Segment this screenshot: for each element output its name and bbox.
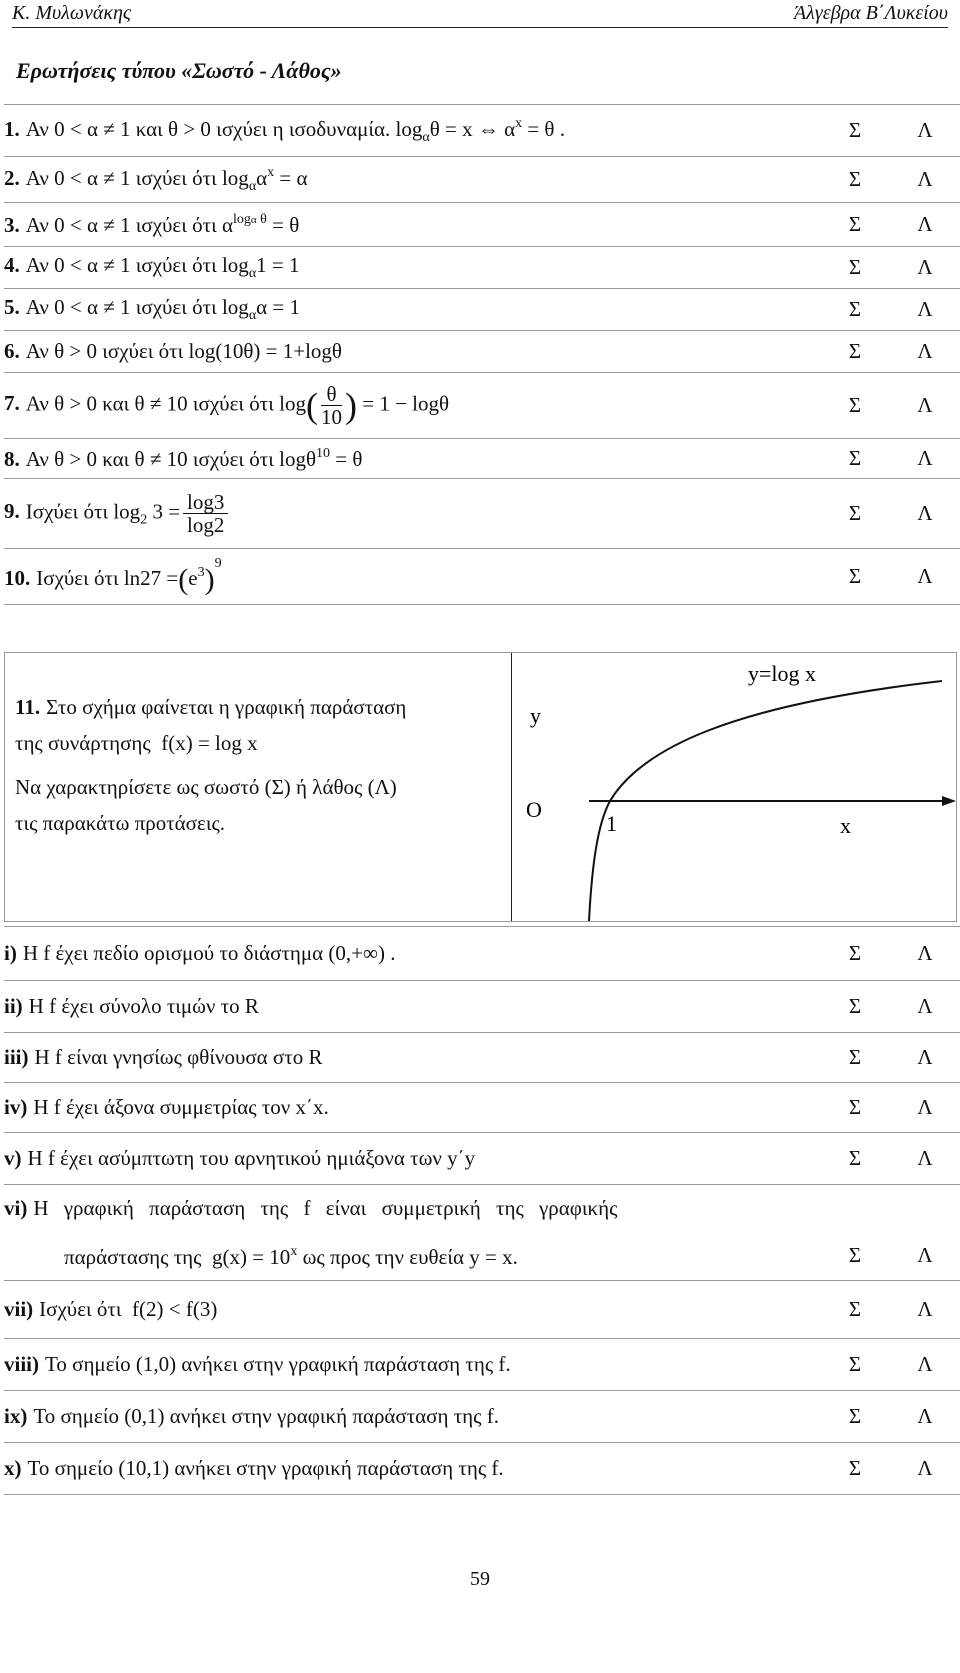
- math-sub: α: [248, 266, 257, 281]
- true-option[interactable]: Σ: [820, 479, 890, 549]
- sub-question-text: Η f έχει άξονα συμμετρίας τον x΄x.: [33, 1095, 329, 1119]
- sub-question-text: Ισχύει ότι: [39, 1297, 122, 1321]
- section-title: Ερωτήσεις τύπου «Σωστό - Λάθος»: [16, 58, 342, 83]
- sub-question-text: Η f είναι γνησίως φθίνουσα στο R: [34, 1045, 323, 1069]
- true-option[interactable]: Σ: [820, 439, 890, 479]
- math-sub: α: [248, 178, 257, 194]
- math-main: g(x) = 10: [211, 1245, 291, 1269]
- question-row: [4, 247, 960, 289]
- math-inner-sup: 3: [197, 564, 205, 580]
- false-option[interactable]: Λ: [890, 157, 960, 203]
- math-supsub: α: [250, 213, 257, 226]
- false-option[interactable]: Λ: [890, 1443, 960, 1495]
- false-option[interactable]: Λ: [890, 1033, 960, 1083]
- sub-question-text: Το σημείο (10,1) ανήκει στην γραφική παράσταση της f.: [27, 1456, 504, 1480]
- sub-question-text: Η f έχει ασύμπτωτη του αρνητικού ημιάξονα των y΄y: [27, 1146, 476, 1170]
- question-text: Αν 0 < α ≠ 1 και θ > 0 ισχύει η ισοδυναμία.: [25, 116, 391, 141]
- true-option[interactable]: Σ: [820, 1391, 890, 1443]
- question-row: [4, 479, 960, 549]
- false-option[interactable]: Λ: [890, 1339, 960, 1391]
- true-option[interactable]: Σ: [820, 1133, 890, 1185]
- fraction-denominator: 10: [320, 405, 342, 429]
- question-number: 4.: [4, 253, 20, 277]
- question-number: 2.: [4, 165, 20, 190]
- sub-question-text: Η f έχει σύνολο τιμών το R: [28, 994, 259, 1018]
- true-option[interactable]: Σ: [820, 247, 890, 289]
- origin-label: O: [526, 797, 542, 822]
- question-number: 5.: [4, 295, 20, 319]
- question-number: 8.: [4, 446, 20, 471]
- x-axis-arrow: [942, 796, 956, 806]
- false-option[interactable]: Λ: [890, 373, 960, 439]
- false-option[interactable]: Λ: [890, 479, 960, 549]
- math-end: = 1 − logθ: [362, 391, 450, 416]
- math-log: log: [395, 116, 423, 141]
- false-option[interactable]: Λ: [890, 1391, 960, 1443]
- math-sup: x: [515, 115, 523, 131]
- false-option[interactable]: Λ: [890, 439, 960, 479]
- function-formula: f(x) = log x: [161, 731, 258, 755]
- math-log: log: [279, 391, 306, 416]
- math-main: f(2) < f(3): [132, 1297, 218, 1321]
- sub-question-text: Η γραφική παράσταση της f είναι συμμετρική της γραφικής: [33, 1196, 618, 1220]
- true-option[interactable]: Σ: [820, 157, 890, 203]
- math-end: = θ: [330, 446, 363, 471]
- math-end: = θ: [266, 212, 300, 237]
- sub-question-number: vii): [4, 1297, 34, 1321]
- true-option[interactable]: Σ: [820, 1083, 890, 1133]
- question-number: 6.: [4, 339, 20, 363]
- true-option[interactable]: Σ: [820, 549, 890, 605]
- math-end: ως προς την ευθεία y = x.: [297, 1245, 518, 1269]
- false-option[interactable]: Λ: [890, 1083, 960, 1133]
- question-text: Ισχύει ότι: [25, 499, 109, 524]
- sub-question-row: [4, 1033, 960, 1083]
- header-author: Κ. Μυλωνάκης: [12, 2, 131, 24]
- x-label: x: [840, 813, 851, 838]
- math-sub: α: [248, 308, 257, 323]
- problem-line: της συνάρτησης: [15, 731, 151, 755]
- sub-question-number: viii): [4, 1352, 39, 1376]
- sub-question-row: [4, 1391, 960, 1443]
- log-graph: [512, 653, 956, 921]
- problem-line: Στο σχήμα φαίνεται η γραφική παράσταση: [46, 695, 407, 719]
- math-end: α = 1: [256, 295, 301, 319]
- sub-question-text: Το σημείο (1,0) ανήκει στην γραφική παράσταση της f.: [45, 1352, 511, 1376]
- sub-question-row: [4, 1281, 960, 1339]
- false-option[interactable]: Λ: [890, 289, 960, 331]
- page-header: [12, 2, 948, 26]
- math-main: (0,+∞) .: [323, 941, 396, 965]
- math-main: logθ: [279, 446, 317, 471]
- question-number: 7.: [4, 391, 20, 416]
- header-divider: [12, 27, 948, 28]
- true-option[interactable]: Σ: [820, 1185, 890, 1281]
- sub-question-number: vi): [4, 1196, 28, 1220]
- false-option[interactable]: Λ: [890, 105, 960, 157]
- sub-question-number: iii): [4, 1045, 29, 1069]
- sub-question-text: παράστασης της: [64, 1245, 202, 1269]
- problem-11-box: [4, 652, 957, 922]
- problem-number: 11.: [15, 695, 41, 719]
- sub-question-row: [4, 1339, 960, 1391]
- math-sup: x: [290, 1244, 298, 1259]
- fraction-numerator: log3: [183, 491, 228, 514]
- question-number: 1.: [4, 116, 20, 141]
- header-book-title: Άλγεβρα Β΄Λυκείου: [793, 2, 948, 24]
- sub-question-text: Η f έχει πεδίο ορισμού το διάστημα: [22, 941, 324, 965]
- question-row: [4, 203, 960, 247]
- problem-line: τις παρακάτω προτάσεις.: [15, 811, 226, 835]
- sub-question-row: [4, 1083, 960, 1133]
- fraction: [183, 491, 228, 536]
- math-inner: e: [188, 565, 198, 590]
- math-sup: 10: [316, 445, 331, 461]
- false-option[interactable]: Λ: [890, 1281, 960, 1339]
- sub-questions-table: [4, 926, 960, 1495]
- math-sup: x: [267, 164, 275, 180]
- question-text: Αν θ > 0 και θ ≠ 10 ισχύει ότι: [25, 391, 274, 416]
- question-text: Αν 0 < α ≠ 1 ισχύει ότι α: [25, 212, 233, 237]
- math-mid: α: [256, 165, 268, 190]
- question-number: 9.: [4, 499, 20, 524]
- question-row: [4, 157, 960, 203]
- question-row: [4, 331, 960, 373]
- false-option[interactable]: Λ: [890, 331, 960, 373]
- question-row: [4, 105, 960, 157]
- false-option[interactable]: Λ: [890, 247, 960, 289]
- true-option[interactable]: Σ: [820, 105, 890, 157]
- sub-question-number: ix): [4, 1404, 28, 1428]
- sub-question-number: i): [4, 941, 17, 965]
- question-row: 7. Αν θ > 0 και θ ≠ 10 ισχύει ότι log( $\frac{\theta}{10}$ ) = 1 − logθ Σ Λ: [4, 373, 960, 439]
- math-main: ln27 =: [123, 565, 179, 590]
- sub-question-row: [4, 1133, 960, 1185]
- fraction: [321, 383, 342, 428]
- true-option[interactable]: Σ: [820, 1281, 890, 1339]
- false-option[interactable]: Λ: [890, 1185, 960, 1281]
- sub-question-row: [4, 927, 960, 981]
- question-text: Αν 0 < α ≠ 1 ισχύει ότι log: [25, 253, 249, 277]
- math-main: log: [113, 499, 141, 524]
- question-row: [4, 439, 960, 479]
- sub-question-number: x): [4, 1456, 22, 1480]
- true-option[interactable]: Σ: [820, 927, 890, 981]
- sub-question-row: [4, 1185, 960, 1281]
- sub-question-text: Το σημείο (0,1) ανήκει στην γραφική παράσταση της f.: [33, 1404, 499, 1428]
- math-supend: θ: [256, 211, 267, 227]
- math-outer-sup: 9: [214, 555, 222, 571]
- fraction-denominator: log2: [187, 513, 225, 537]
- math-end: = α: [274, 165, 308, 190]
- true-option[interactable]: Σ: [820, 373, 890, 439]
- false-option[interactable]: Λ: [890, 981, 960, 1033]
- true-option[interactable]: Σ: [820, 1339, 890, 1391]
- true-option[interactable]: Σ: [820, 1033, 890, 1083]
- question-number: 3.: [4, 212, 20, 237]
- true-option[interactable]: Σ: [820, 289, 890, 331]
- false-option[interactable]: Λ: [890, 549, 960, 605]
- false-option[interactable]: Λ: [890, 927, 960, 981]
- math-end: 1 = 1: [256, 253, 300, 277]
- question-text: Αν 0 < α ≠ 1 ισχύει ότι log: [25, 295, 249, 319]
- math-sub: 2: [140, 512, 148, 528]
- sub-question-number: v): [4, 1146, 22, 1170]
- one-label: 1: [606, 811, 617, 836]
- true-option[interactable]: Σ: [820, 981, 890, 1033]
- question-text: Αν θ > 0 και θ ≠ 10 ισχύει ότι: [25, 446, 274, 471]
- sub-question-row: [4, 1443, 960, 1495]
- true-false-table: [4, 104, 960, 605]
- curve-label: y=log x: [748, 661, 817, 686]
- true-option[interactable]: Σ: [820, 203, 890, 247]
- page-number: 59: [470, 1568, 490, 1590]
- question-text: Ισχύει ότι: [36, 565, 119, 590]
- problem-line: Να χαρακτηρίσετε ως σωστό (Σ) ή λάθος (Λ): [15, 775, 397, 799]
- true-option[interactable]: Σ: [820, 1443, 890, 1495]
- sub-question-number: iv): [4, 1095, 28, 1119]
- question-row: 10. Ισχύει ότι $\ln 27 =(e^3)^9$ Σ Λ: [4, 549, 960, 605]
- question-number: 10.: [4, 565, 31, 590]
- false-option[interactable]: Λ: [890, 203, 960, 247]
- math-sub: α: [422, 129, 430, 145]
- math-mid: θ = x ⇔ α: [429, 116, 516, 141]
- question-row: [4, 289, 960, 331]
- question-text: Αν 0 < α ≠ 1 ισχύει ότι log: [25, 165, 249, 190]
- y-label: y: [530, 703, 541, 728]
- sub-question-row: [4, 981, 960, 1033]
- sub-question-number: ii): [4, 994, 23, 1018]
- problem-11-text: [15, 689, 505, 841]
- math-mid: 3 =: [147, 499, 181, 524]
- true-option[interactable]: Σ: [820, 331, 890, 373]
- math-end: = θ .: [522, 116, 565, 141]
- math-sup: log: [232, 211, 251, 227]
- fraction-numerator: θ: [321, 383, 342, 406]
- false-option[interactable]: Λ: [890, 1133, 960, 1185]
- question-text: Αν θ > 0 ισχύει ότι log(10θ) = 1+logθ: [25, 339, 342, 363]
